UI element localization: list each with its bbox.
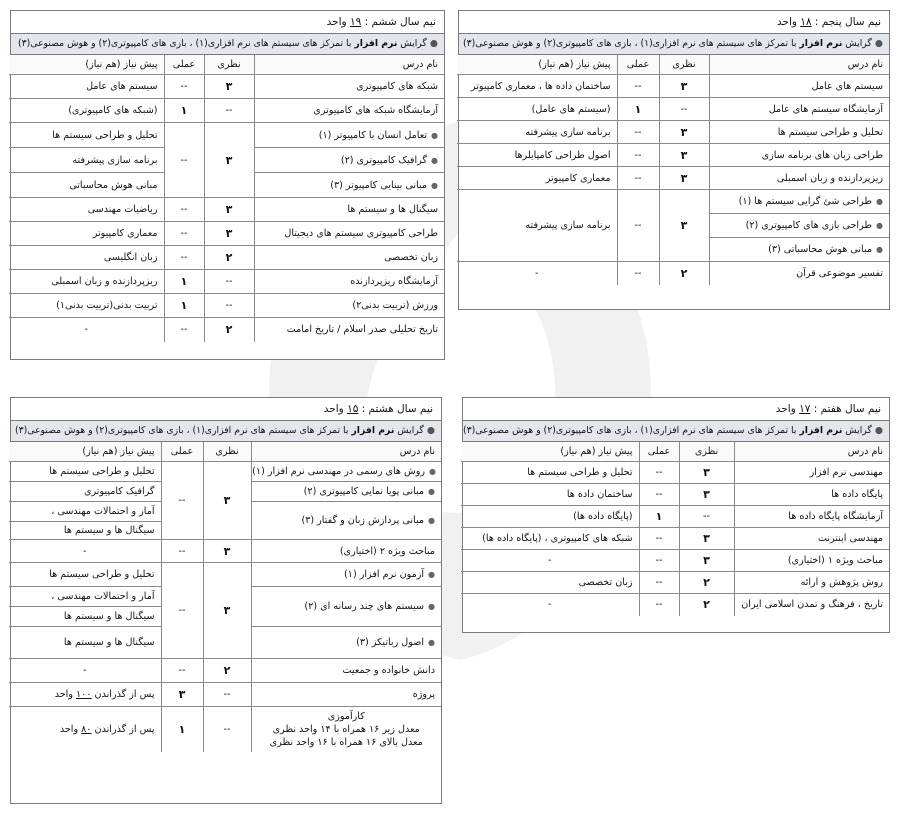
table-cell: -- bbox=[617, 190, 659, 262]
text-label: ۱۹ bbox=[349, 16, 362, 28]
text-label: ۱۵ bbox=[347, 403, 359, 415]
text-label: پس از گذراندن bbox=[91, 724, 155, 735]
table-cell: آمار و احتمالات مهندسی ، bbox=[9, 587, 161, 607]
table-cell: -- bbox=[203, 683, 251, 707]
table-cell: تحلیل و طراحی سیستم ها bbox=[9, 462, 161, 482]
text-label: روش های رسمی در مهندسی نرم افزار (۱) bbox=[252, 466, 426, 477]
table-cell: -- bbox=[617, 75, 659, 98]
table-cell: -- bbox=[639, 462, 679, 484]
table-cell: -- bbox=[617, 262, 659, 285]
table-cell: -- bbox=[161, 540, 203, 563]
table-cell bbox=[254, 148, 444, 173]
bullet-icon: ● bbox=[429, 38, 438, 49]
table-cell: برنامه سازی پیشرفته bbox=[457, 121, 617, 144]
table-cell: -- bbox=[639, 550, 679, 572]
text-label: طراحی شئ گرایی سیستم ها (۱) bbox=[738, 196, 873, 207]
text-label: واحد bbox=[54, 689, 77, 700]
text-label: گرایش bbox=[394, 425, 424, 436]
table-cell: سیستم های عامل bbox=[709, 75, 889, 98]
text-label: نیم سال پنجم : bbox=[811, 16, 881, 28]
table-row bbox=[461, 528, 889, 550]
table-cell: -- bbox=[617, 144, 659, 167]
table-cell: -- bbox=[204, 99, 254, 123]
table-cell: ۳ bbox=[679, 528, 734, 550]
table-row bbox=[461, 594, 889, 616]
table-cell: (سیستم های عامل) bbox=[457, 98, 617, 121]
table-cell: زبان تخصصی bbox=[254, 246, 444, 270]
table-cell: ساختمان داده ها bbox=[461, 484, 639, 506]
track-banner: ●گرایش نرم افزار با تمرکز های سیستم های نرم افزاری(۱) ، بازی های کامپیوتری(۲) و هوش مصنوعی(۳) bbox=[11, 34, 444, 55]
semester-8-panel bbox=[10, 397, 442, 804]
table-row bbox=[9, 540, 441, 563]
text-label: واحد bbox=[59, 724, 82, 735]
table-cell: ۱ bbox=[164, 99, 204, 123]
table-cell: دانش خانواده و جمعیت bbox=[251, 659, 441, 683]
semester-7-title bbox=[463, 398, 889, 421]
table-cell: -- bbox=[639, 484, 679, 506]
text-label: مبانی پردازش زبان و گفتار (۳) bbox=[301, 515, 425, 526]
table-row bbox=[9, 75, 444, 99]
bullet-icon: ● bbox=[431, 180, 438, 190]
text-label: سیستم های چند رسانه ای (۲) bbox=[304, 601, 425, 612]
column-header: نام درس bbox=[251, 442, 441, 462]
table-cell bbox=[251, 563, 441, 587]
table-cell: ۳ bbox=[659, 75, 709, 98]
table-row bbox=[9, 99, 444, 123]
table-row bbox=[9, 707, 441, 753]
table-cell bbox=[709, 238, 889, 262]
bullet-icon: ● bbox=[874, 38, 883, 49]
bullet-icon: ● bbox=[431, 155, 438, 165]
table-row bbox=[457, 75, 889, 98]
table-cell: ۲ bbox=[679, 594, 734, 616]
table-cell: آزمایشگاه پایگاه داده ها bbox=[734, 506, 889, 528]
column-header: پیش نیاز (هم نیاز) bbox=[461, 442, 639, 462]
table-cell: روش پژوهش و ارائه bbox=[734, 572, 889, 594]
column-header: عملی bbox=[617, 55, 659, 75]
table-row bbox=[9, 222, 444, 246]
text-label: ۸۰ bbox=[81, 724, 92, 735]
table-cell: -- bbox=[639, 572, 679, 594]
table-row bbox=[457, 98, 889, 121]
table-cell: ۲ bbox=[679, 572, 734, 594]
text-label: گرایش bbox=[842, 38, 872, 49]
table-cell: -- bbox=[639, 594, 679, 616]
table-cell: -- bbox=[617, 121, 659, 144]
table-row bbox=[461, 572, 889, 594]
column-header: عملی bbox=[161, 442, 203, 462]
table-cell: ۱ bbox=[161, 707, 203, 753]
text-label: مبانی بینایی کامپیوتر (۳) bbox=[330, 179, 428, 191]
table-cell: ۲ bbox=[204, 318, 254, 342]
table-row bbox=[9, 462, 441, 482]
table-cell: ۳ bbox=[659, 144, 709, 167]
table-cell: مباحث ویژه ۲ (اختیاری) bbox=[251, 540, 441, 563]
text-label: آزمون نرم افزار (۱) bbox=[344, 569, 425, 580]
table-row bbox=[9, 659, 441, 683]
text-label: معدل زیر ۱۶ همراه با ۱۴ واحد نظری bbox=[272, 724, 420, 735]
table-cell: -- bbox=[659, 98, 709, 121]
table-cell: تربیت بدنی(تربیت بدنی۱) bbox=[9, 294, 164, 318]
column-header: پیش نیاز (هم نیاز) bbox=[457, 55, 617, 75]
table-cell: -- bbox=[164, 246, 204, 270]
bullet-icon: ● bbox=[428, 487, 435, 496]
table-cell: سیگنال ها و سیستم ها bbox=[9, 607, 161, 627]
table-header-row bbox=[461, 442, 889, 462]
table-cell bbox=[251, 482, 441, 502]
table-cell: ریزپردازنده و زبان اسمبلی bbox=[709, 167, 889, 190]
table-cell: -- bbox=[161, 462, 203, 540]
table-row bbox=[461, 462, 889, 484]
table-cell: -- bbox=[164, 123, 204, 198]
column-header: نظری bbox=[659, 55, 709, 75]
bullet-icon: ● bbox=[428, 570, 435, 579]
table-cell: سیستم های عامل bbox=[9, 75, 164, 99]
text-label: ۱۷ bbox=[799, 403, 811, 415]
table-row bbox=[9, 123, 444, 148]
text-label: معدل بالای ۱۶ همراه با ۱۶ واحد نظری bbox=[269, 737, 423, 748]
bullet-icon: ● bbox=[431, 130, 438, 140]
track-banner: ●گرایش نرم افزار با تمرکز های سیستم های نرم افزاری(۱) ، بازی های کامپیوتری(۲) و هوش مصنوعی(۳) bbox=[459, 34, 889, 55]
table-cell: -- bbox=[617, 167, 659, 190]
track-banner: ●گرایش نرم افزار با تمرکز های سیستم های نرم افزاری(۱) ، بازی های کامپیوتری(۲) و هوش مصنوعی(۳) bbox=[463, 421, 889, 442]
semester-6-title bbox=[11, 11, 444, 34]
table-row bbox=[461, 550, 889, 572]
table-cell: -- bbox=[164, 222, 204, 246]
table-cell: -- bbox=[161, 563, 203, 659]
table-cell: ۳ bbox=[203, 462, 251, 540]
semester-7-panel bbox=[462, 397, 890, 633]
table-cell: ۳ bbox=[204, 198, 254, 222]
table-cell: ۳ bbox=[203, 540, 251, 563]
table-cell: ۱ bbox=[617, 98, 659, 121]
text-label: واحد bbox=[776, 16, 801, 28]
column-header: نام درس bbox=[709, 55, 889, 75]
table-cell: -- bbox=[164, 318, 204, 342]
table-cell: تفسیر موضوعی قرآن bbox=[709, 262, 889, 285]
table-cell: مهندسی اینترنت bbox=[734, 528, 889, 550]
table-cell: ۲ bbox=[659, 262, 709, 285]
bullet-icon: ● bbox=[876, 245, 883, 254]
table-cell: ۳ bbox=[161, 683, 203, 707]
table-row bbox=[9, 318, 444, 342]
table-cell bbox=[254, 173, 444, 198]
track-banner: ●گرایش نرم افزار با تمرکز های سیستم های نرم افزاری(۱) ، بازی های کامپیوتری(۲) و هوش مصنوعی(۳) bbox=[11, 421, 441, 442]
table-cell bbox=[251, 587, 441, 627]
text-label: پس از گذراندن bbox=[91, 689, 155, 700]
table-cell bbox=[9, 683, 161, 707]
text-label: نیم سال ششم : bbox=[361, 16, 436, 28]
table-cell: - bbox=[9, 318, 164, 342]
table-cell: -- bbox=[164, 198, 204, 222]
bullet-icon: ● bbox=[428, 516, 435, 525]
table-cell: معماری کامپیوتر bbox=[9, 222, 164, 246]
column-header: نظری bbox=[203, 442, 251, 462]
table-cell: آزمایشگاه سیستم های عامل bbox=[709, 98, 889, 121]
table-row bbox=[457, 190, 889, 214]
text-label: گرایش bbox=[397, 38, 427, 49]
table-cell: ریاضیات مهندسی bbox=[9, 198, 164, 222]
table-cell: -- bbox=[203, 707, 251, 753]
table-cell: پروژه bbox=[251, 683, 441, 707]
table-cell: -- bbox=[164, 75, 204, 99]
table-cell: مبانی هوش محاسباتی bbox=[9, 173, 164, 198]
semester-6-table bbox=[9, 55, 444, 342]
table-row bbox=[457, 144, 889, 167]
table-row bbox=[9, 270, 444, 294]
table-cell: - bbox=[461, 550, 639, 572]
table-cell: ۲ bbox=[204, 246, 254, 270]
text-label: ۱۰۰ bbox=[76, 689, 92, 700]
table-cell: ۳ bbox=[204, 75, 254, 99]
semester-8-table bbox=[9, 442, 441, 752]
table-cell: -- bbox=[204, 294, 254, 318]
table-cell: سیگنال ها و سیستم ها bbox=[254, 198, 444, 222]
text-label: نیم سال هفتم : bbox=[810, 403, 881, 415]
table-cell: ۱ bbox=[164, 270, 204, 294]
table-header-row bbox=[9, 55, 444, 75]
table-row bbox=[9, 246, 444, 270]
table-header-row bbox=[9, 442, 441, 462]
table-cell: برنامه سازی پیشرفته bbox=[9, 148, 164, 173]
table-cell: تحلیل و طراحی سیستم ها bbox=[709, 121, 889, 144]
table-cell: (پایگاه داده ها) bbox=[461, 506, 639, 528]
text-label: مبانی هوش محاسباتی (۳) bbox=[768, 244, 873, 255]
table-cell: -- bbox=[639, 528, 679, 550]
table-cell: - bbox=[9, 540, 161, 563]
table-cell: ۳ bbox=[659, 167, 709, 190]
table-cell bbox=[709, 190, 889, 214]
table-cell: ۳ bbox=[659, 190, 709, 262]
table-cell bbox=[251, 707, 441, 753]
text-label: اصول رباتیکز (۳) bbox=[356, 637, 425, 648]
table-cell: شبکه های کامپیوتری ، (پایگاه داده ها) bbox=[461, 528, 639, 550]
column-header: پیش نیاز (هم نیاز) bbox=[9, 442, 161, 462]
table-cell: ۳ bbox=[679, 550, 734, 572]
text-label: با تمرکز های سیستم های نرم افزاری(۱) ، بازی های کامپیوتری(۲) و هوش مصنوعی(۳) bbox=[14, 425, 352, 436]
text-label: گرایش bbox=[842, 425, 872, 436]
text-label: واحد bbox=[323, 403, 348, 415]
text-label: با تمرکز های سیستم های نرم افزاری(۱) ، بازی های کامپیوتری(۲) و هوش مصنوعی(۳) bbox=[463, 425, 800, 436]
semester-7-table bbox=[461, 442, 889, 616]
table-cell: ۳ bbox=[203, 563, 251, 659]
column-header: نام درس bbox=[734, 442, 889, 462]
bullet-icon: ● bbox=[428, 638, 435, 647]
bullet-icon: ● bbox=[874, 425, 883, 436]
column-header: عملی bbox=[639, 442, 679, 462]
table-cell: گرافیک کامپیوتری bbox=[9, 482, 161, 502]
semester-5-panel bbox=[458, 10, 890, 310]
bullet-icon: ● bbox=[876, 221, 883, 230]
text-label: گرافیک کامپیوتری (۲) bbox=[340, 154, 428, 166]
table-cell: تحلیل و طراحی سیستم ها bbox=[9, 123, 164, 148]
table-cell: ۲ bbox=[203, 659, 251, 683]
table-cell: تاریخ ، فرهنگ و تمدن اسلامی ایران bbox=[734, 594, 889, 616]
table-cell: - bbox=[9, 659, 161, 683]
text-label: با تمرکز های سیستم های نرم افزاری(۱) ، بازی های کامپیوتری(۲) و هوش مصنوعی(۳) bbox=[17, 38, 355, 49]
table-cell: -- bbox=[679, 506, 734, 528]
column-header: پیش نیاز (هم نیاز) bbox=[9, 55, 164, 75]
table-cell: ۳ bbox=[679, 462, 734, 484]
table-row bbox=[9, 198, 444, 222]
text-label: طراحی بازی های کامپیوتری (۲) bbox=[745, 220, 873, 231]
table-cell: زبان تخصصی bbox=[461, 572, 639, 594]
bullet-icon: ● bbox=[428, 602, 435, 611]
column-header: نام درس bbox=[254, 55, 444, 75]
table-cell: ۱ bbox=[164, 294, 204, 318]
table-row bbox=[457, 121, 889, 144]
table-cell bbox=[251, 627, 441, 659]
table-cell: آزمایشگاه شبکه های کامپیوتری bbox=[254, 99, 444, 123]
text-label: واحد bbox=[775, 403, 800, 415]
text-label: مبانی پویا نمایی کامپیوتری (۲) bbox=[303, 486, 425, 497]
table-row bbox=[461, 506, 889, 528]
bullet-icon: ● bbox=[429, 467, 436, 476]
table-row bbox=[9, 294, 444, 318]
column-header: نظری bbox=[679, 442, 734, 462]
table-cell: -- bbox=[204, 270, 254, 294]
table-cell bbox=[251, 502, 441, 540]
column-header: عملی bbox=[164, 55, 204, 75]
table-cell: معماری کامپیوتر bbox=[457, 167, 617, 190]
table-cell: سیگنال ها و سیستم ها bbox=[9, 627, 161, 659]
table-cell: اصول طراحی کامپایلرها bbox=[457, 144, 617, 167]
table-cell: مهندسی نرم افزار bbox=[734, 462, 889, 484]
text-label: واحد bbox=[326, 16, 350, 28]
table-cell: ۳ bbox=[679, 484, 734, 506]
table-row bbox=[461, 484, 889, 506]
table-cell: سیگنال ها و سیستم ها bbox=[9, 522, 161, 540]
table-header-row bbox=[457, 55, 889, 75]
table-cell: برنامه سازی پیشرفته bbox=[457, 190, 617, 262]
semester-8-title bbox=[11, 398, 441, 421]
table-cell: تحلیل و طراحی سیستم ها bbox=[9, 563, 161, 587]
table-cell bbox=[9, 707, 161, 753]
table-row bbox=[457, 167, 889, 190]
table-row bbox=[457, 262, 889, 285]
table-cell: (شبکه های کامپیوتری) bbox=[9, 99, 164, 123]
bullet-icon: ● bbox=[876, 197, 883, 206]
table-cell: پایگاه داده ها bbox=[734, 484, 889, 506]
text-label: تعامل انسان با کامپیوتر (۱) bbox=[318, 129, 428, 141]
table-cell: آمار و احتمالات مهندسی ، bbox=[9, 502, 161, 522]
text-label: ۱۸ bbox=[800, 16, 812, 28]
table-cell: - bbox=[461, 594, 639, 616]
table-cell: ۱ bbox=[639, 506, 679, 528]
semester-5-table bbox=[457, 55, 889, 285]
column-header: نظری bbox=[204, 55, 254, 75]
table-cell: ۳ bbox=[659, 121, 709, 144]
table-cell: ریزپردازنده و زبان اسمبلی bbox=[9, 270, 164, 294]
table-cell bbox=[254, 123, 444, 148]
table-cell bbox=[709, 214, 889, 238]
table-row bbox=[9, 683, 441, 707]
table-cell: آزمایشگاه ریزپردازنده bbox=[254, 270, 444, 294]
table-cell: طراحی زبان های برنامه سازی bbox=[709, 144, 889, 167]
table-cell: طراحی کامپیوتری سیستم های دیجیتال bbox=[254, 222, 444, 246]
table-cell bbox=[251, 462, 441, 482]
table-cell: شبکه های کامپیوتری bbox=[254, 75, 444, 99]
text-label: با تمرکز های سیستم های نرم افزاری(۱) ، بازی های کامپیوتری(۲) و هوش مصنوعی(۳) bbox=[462, 38, 800, 49]
table-cell: - bbox=[457, 262, 617, 285]
table-cell: ساختمان داده ها ، معماری کامپیوتر bbox=[457, 75, 617, 98]
table-cell: تحلیل و طراحی سیستم ها bbox=[461, 462, 639, 484]
text-label: کارآموزی bbox=[327, 711, 365, 722]
table-row bbox=[9, 563, 441, 587]
table-cell: زبان انگلیسی bbox=[9, 246, 164, 270]
table-cell: -- bbox=[161, 659, 203, 683]
text-label: نیم سال هشتم : bbox=[358, 403, 433, 415]
table-cell: تاریخ تحلیلی صدر اسلام / تاریخ امامت bbox=[254, 318, 444, 342]
semester-5-title bbox=[459, 11, 889, 34]
table-cell: مباحث ویژه ۱ (اختیاری) bbox=[734, 550, 889, 572]
table-cell: ورزش (تربیت بدنی۲) bbox=[254, 294, 444, 318]
semester-6-panel bbox=[10, 10, 445, 360]
table-cell: ۳ bbox=[204, 222, 254, 246]
table-cell: ۳ bbox=[204, 123, 254, 198]
bullet-icon: ● bbox=[426, 425, 435, 436]
